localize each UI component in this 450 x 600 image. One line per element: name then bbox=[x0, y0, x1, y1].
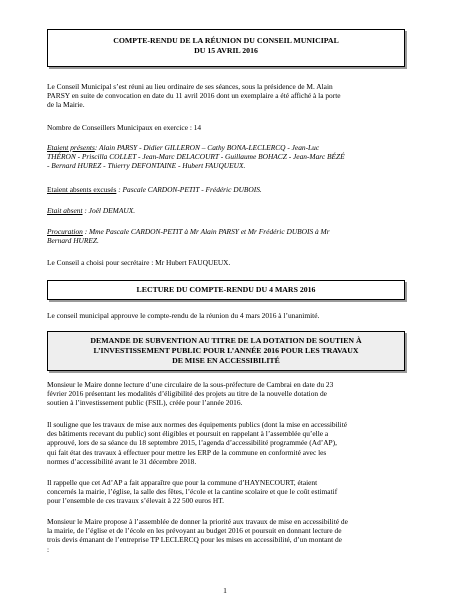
section-subvention-title-1: DEMANDE DE SUBVENTION AU TITRE DE LA DOTATION DE SOUTIEN À bbox=[90, 336, 362, 345]
conseillers-count: Nombre de Conseillers Municipaux en exercice : 14 bbox=[47, 123, 202, 132]
absent-label: Etait absent bbox=[47, 206, 83, 215]
body-paragraph-2: Il souligne que les travaux de mise aux normes des équipements publics (dont la mise en accessibilité des bâtiments recevant du public) sont éligibles et poursuit en rappelant à l’assemblée qu’elle a approuvé, lors de sa séance du 18 septembre 2015, l’agenda d’accessibilité programmée (Ad’AP), qui fait état des travaux à effectuer pour mettre les ERP de la commune en conformité avec les normes d’accessibilité avant le 31 décembre 2018. bbox=[47, 420, 348, 466]
intro-paragraph: Le Conseil Municipal s’est réuni au lieu ordinaire de ses séances, sous la présidence de M. Alain PARSY en suite de convocation en date du 11 avril 2016 dont un exemplaire a été affiché à la porte de la Mairie. bbox=[47, 82, 341, 110]
report-title: COMPTE-RENDU DE LA RÉUNION DU CONSEIL MUNICIPAL bbox=[113, 36, 339, 45]
presents-paragraph: Etaient présents: Alain PARSY - Didier GILLERON – Cathy BONA-LECLERCQ - Jean-Luc THÉRON - Priscilla COLLET - Jean-Marc DELACOURT - Guillaume BOHACZ - Jean-Marc BÉZÉ - Bernard HUREZ - Thierry DEFONTAINE - Hubert FAUQUEUX. bbox=[47, 143, 345, 171]
section-lecture-title: LECTURE DU COMPTE-RENDU DU 4 MARS 2016 bbox=[136, 285, 316, 294]
section-subvention-title-3: DE MISE EN ACCESSIBILITÉ bbox=[172, 356, 280, 365]
approval-paragraph: Le conseil municipal approuve le compte-rendu de la réunion du 4 mars 2016 à l’unanimité. bbox=[47, 311, 320, 320]
procuration-paragraph: Procuration : Mme Pascale CARDON-PETIT à Mr Alain PARSY et Mr Frédéric DUBOIS à Mr Bernard HUREZ. bbox=[47, 227, 330, 246]
procuration-label: Procuration bbox=[47, 227, 83, 236]
page-number: 1 bbox=[223, 586, 227, 595]
section-subvention-title-2: L’INVESTISSEMENT PUBLIC POUR L’ANNÉE 2016 POUR LES TRAVAUX bbox=[93, 346, 359, 355]
report-date: DU 15 AVRIL 2016 bbox=[194, 46, 258, 55]
section-lecture-box bbox=[47, 280, 405, 300]
body-paragraph-1: Monsieur le Maire donne lecture d’une circulaire de la sous-préfecture de Cambrai en date du 23 février 2016 présentant les modalités d’éligibilité des projets au titre de la nouvelle dotation de soutien à l’investissement public (FSIL), créée pour l’année 2016. bbox=[47, 380, 334, 408]
presents-label: Etaient présents bbox=[47, 143, 95, 152]
body-paragraph-3: Il rappelle que cet Ad’AP a fait apparaître que pour la commune d’HAYNECOURT, étaient concernés la mairie, l’église, la salle des fêtes, l’école et la cantine scolaire et que le coût estimatif pour l’ensemble de ces travaux s’élevait à 22 500 euros HT. bbox=[47, 478, 338, 506]
secretaire-paragraph: Le Conseil a choisi pour secrétaire : Mr Hubert FAUQUEUX. bbox=[47, 258, 231, 267]
excuses-paragraph: Etaient absents excusés : Pascale CARDON-PETIT - Frédéric DUBOIS. bbox=[47, 185, 262, 194]
report-title-box bbox=[47, 29, 405, 67]
body-paragraph-4: Monsieur le Maire propose à l’assemblée de donner la priorité aux travaux de mise en accessibilité de la mairie, de l’église et de l’école en les prévoyant au budget 2016 et poursuit en donnant lecture de trois devis émanant de l’entreprise TP LECLERCQ pour les mises en accessibilité, d’un montant de : bbox=[47, 517, 348, 554]
section-subvention-box bbox=[47, 331, 405, 371]
excuses-label: Etaient absents excusés bbox=[47, 185, 117, 194]
absent-paragraph: Etait absent : Joël DEMAUX. bbox=[47, 206, 136, 215]
